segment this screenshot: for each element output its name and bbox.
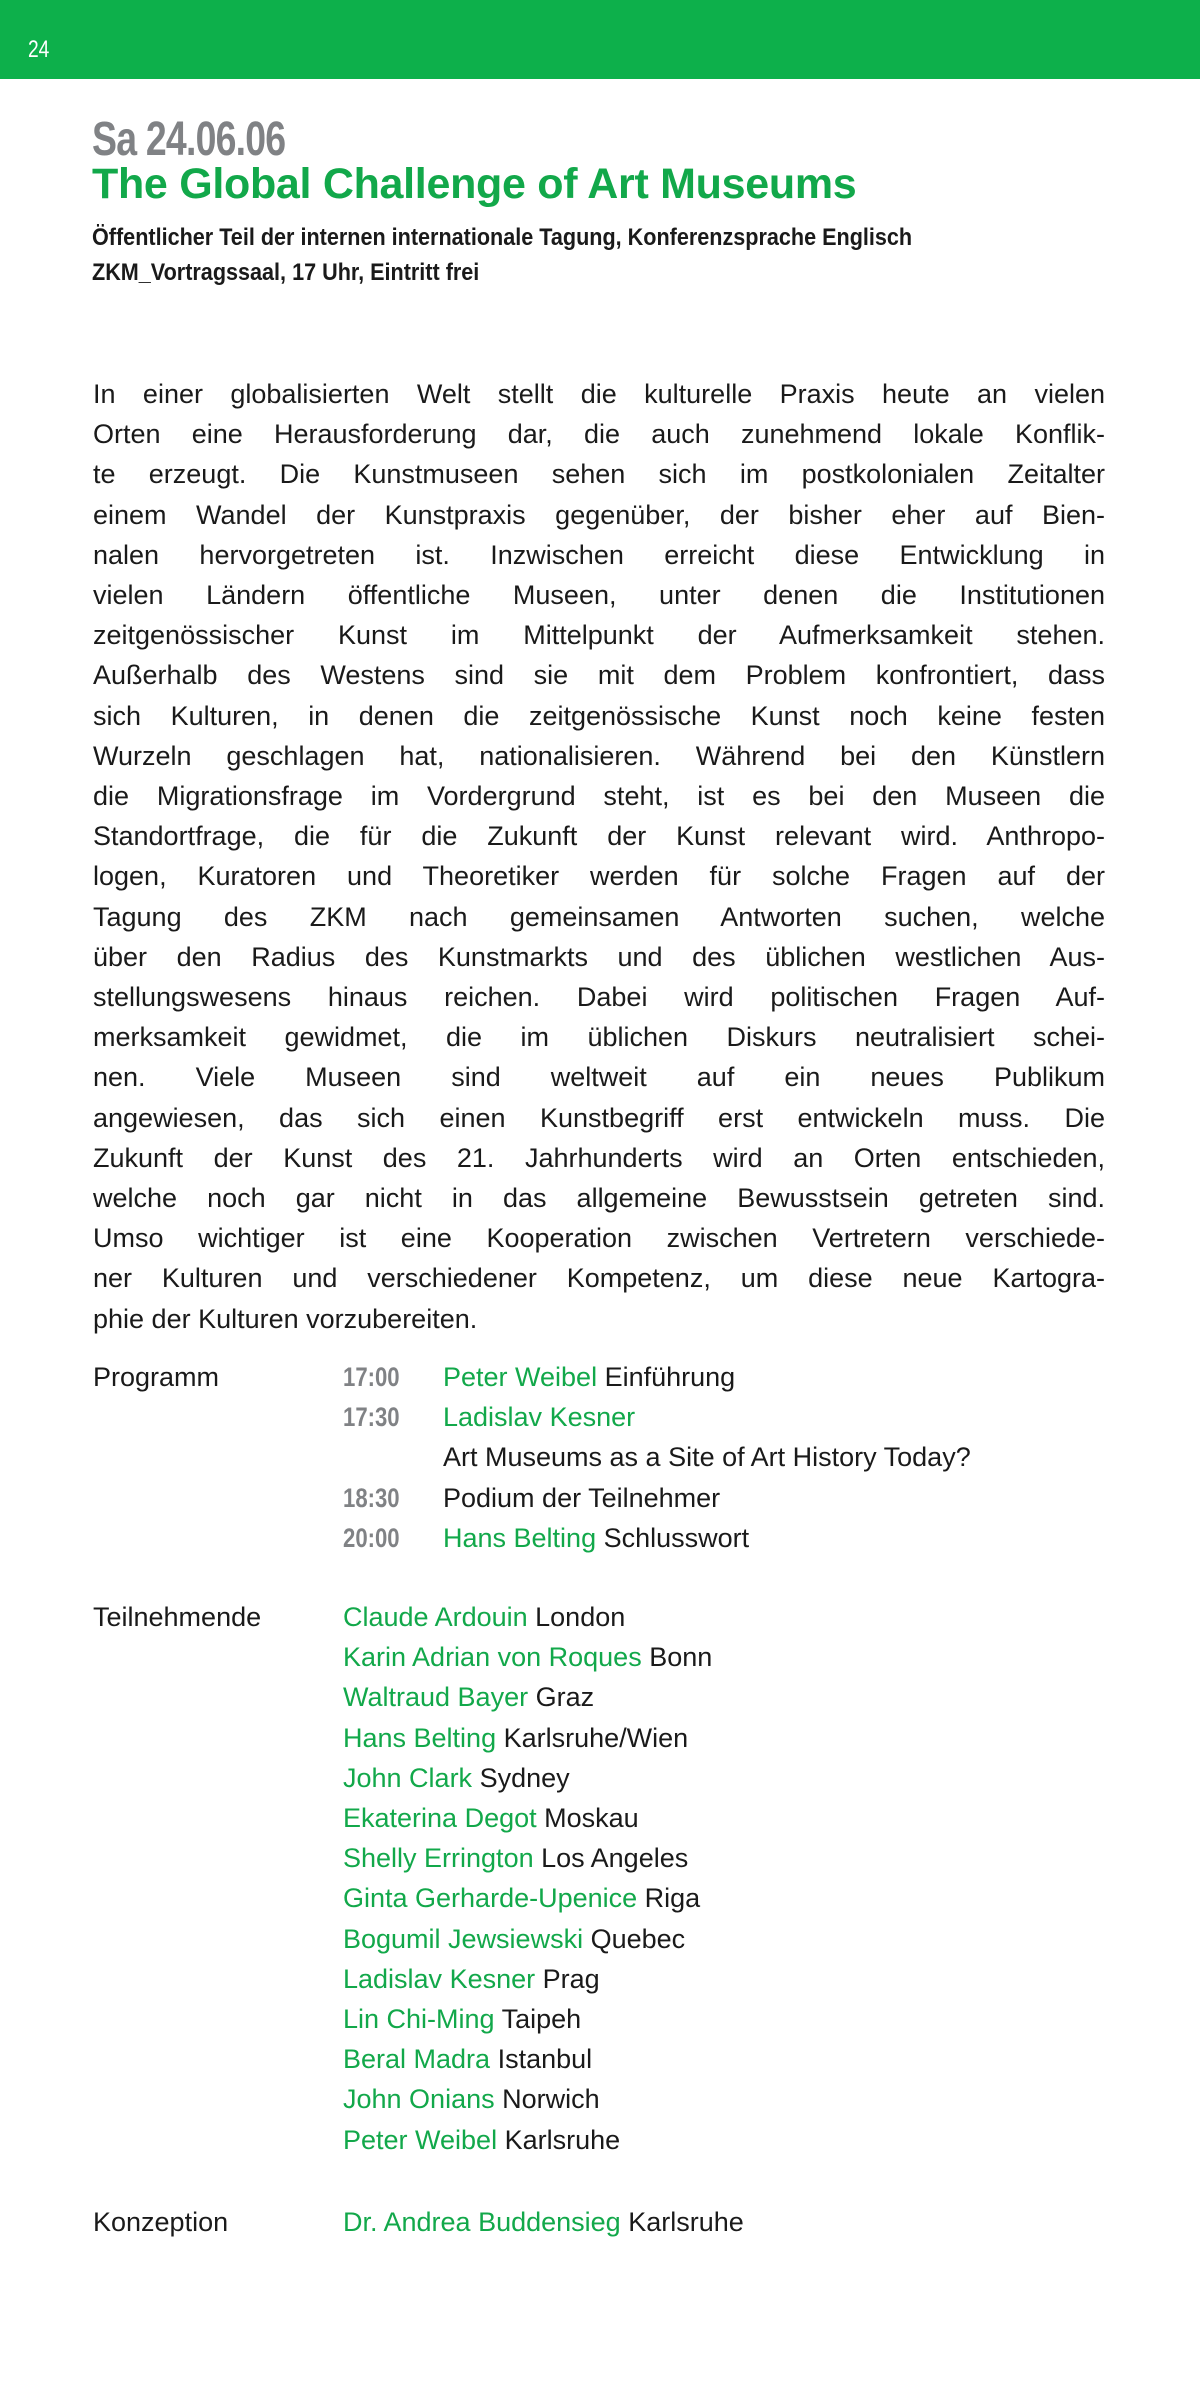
participant-item [343,1637,712,1677]
person-name: Shelly Errington [343,1843,534,1874]
body-line: te erzeugt. Die Kunstmuseen sehen sich im postkolonialen Zeitalter [93,459,1105,490]
person-city: Karlsruhe [497,2124,621,2155]
participant-item [343,1718,688,1758]
person-name: Beral Madra [343,2044,491,2075]
programm-item [343,1437,971,1477]
body-line: nen. Viele Museen sind weltweit auf ein neues Publikum [93,1062,1105,1093]
body-line: nalen hervorgetreten ist. Inzwischen erreicht diese Entwicklung in [93,539,1105,570]
event-subtitle: Öffentlicher Teil der internen internationale Tagung, Konferenzsprache Englisch [92,224,913,251]
participant-item [343,1999,581,2039]
body-line: welche noch gar nicht in das allgemeine Bewusstsein getreten sind. [93,1183,1105,1214]
person-city: Norwich [494,2084,600,2115]
participant-item [343,1838,688,1878]
body-line: die Migrationsfrage im Vordergrund steht, ist es bei den Museen die [93,781,1105,812]
participant-item [343,1878,700,1918]
header-band [0,0,1200,79]
program-time: 20:00 [343,1522,400,1553]
body-line: Wurzeln geschlagen hat, nationalisieren. Während bei den Künstlern [93,740,1105,771]
event-title: The Global Challenge of Art Museums [92,160,857,208]
program-text: Einführung [597,1362,736,1392]
body-line: Außerhalb des Westens sind sie mit dem Problem konfrontiert, dass [93,660,1105,691]
person-city: Los Angeles [533,1843,689,1874]
person-name: John Onians [343,2084,495,2115]
body-line: Zukunft der Kunst des 21. Jahrhunderts wird an Orten entschieden, [93,1142,1105,1173]
person-name: Bogumil Jewsiewski [343,1923,584,1954]
person-city: Riga [637,1883,701,1914]
person-name: Claude Ardouin [343,1602,528,1632]
konzeption-label: Konzeption [93,2207,229,2237]
person-name: Waltraud Bayer [343,1682,529,1713]
programm-item [343,1397,635,1437]
speaker-name: Peter Weibel [443,1362,598,1392]
participant-item [343,1677,594,1717]
program-time: 17:00 [343,1362,400,1392]
programm-label: Programm [93,1362,220,1392]
person-city: Karlsruhe/Wien [496,1722,689,1753]
body-line: über den Radius des Kunstmarkts und des üblichen westlichen Aus- [93,941,1105,972]
body-line: Umso wichtiger ist eine Kooperation zwischen Vertretern verschiede- [93,1223,1105,1254]
body-line: Orten eine Herausforderung dar, die auch zunehmend lokale Konflik- [93,419,1105,450]
person-name: Karin Adrian von Roques [343,1642,642,1673]
person-name: Lin Chi-Ming [343,2004,495,2034]
event-venue: ZKM_Vortragssaal, 17 Uhr, Eintritt frei [92,259,480,286]
person-name: Dr. Andrea Buddensieg [343,2207,621,2237]
person-city: Prag [535,1963,600,1994]
body-line: ner Kulturen und verschiedener Kompetenz, um diese neue Kartogra- [93,1263,1105,1294]
person-city: Istanbul [490,2044,593,2075]
participant-item [343,2039,592,2079]
program-time: 17:30 [343,1402,400,1433]
body-line: stellungswesens hinaus reichen. Dabei wird politischen Fragen Auf- [93,982,1105,1013]
body-line: merksamkeit gewidmet, die im üblichen Diskurs neutralisiert schei- [93,1022,1105,1053]
teilnehmende-label: Teilnehmende [93,1602,262,1632]
person-city: Sydney [472,1762,570,1793]
konzeption-entry [343,2202,744,2242]
teilnehmende-section [93,1597,1143,2167]
programm-item [343,1357,735,1397]
person-city: Quebec [583,1923,686,1954]
speaker-name: Ladislav Kesner [443,1402,636,1433]
participant-item [343,1959,600,1999]
person-city: Graz [528,1682,595,1713]
program-text: Podium der Teilnehmer [443,1482,721,1513]
participant-item [343,2079,600,2119]
page-number: 24 [28,36,50,63]
body-line: logen, Kuratoren und Theoretiker werden für solche Fragen auf der [93,861,1105,892]
program-text: Schlusswort [596,1522,750,1553]
body-line: einem Wandel der Kunstpraxis gegenüber, der bisher eher auf Bien- [93,499,1105,530]
event-date: Sa 24.06.06 [92,113,286,166]
body-line: In einer globalisierten Welt stellt die kulturelle Praxis heute an vielen [93,379,1105,409]
participant-item [343,1798,639,1838]
body-line: phie der Kulturen vorzubereiten. [93,1303,478,1334]
person-city: Karlsruhe [620,2207,744,2237]
programm-item [343,1518,749,1558]
person-name: Ladislav Kesner [343,1963,536,1994]
person-name: Ekaterina Degot [343,1803,537,1833]
person-city: Bonn [641,1642,713,1673]
person-name: Peter Weibel [343,2124,498,2155]
person-city: London [527,1602,626,1632]
body-line: sich Kulturen, in denen die zeitgenössische Kunst noch keine festen [93,700,1105,731]
programm-section [93,1357,1143,1567]
body-line: Tagung des ZKM nach gemeinsamen Antworten suchen, welche [93,901,1105,932]
program-text: Art Museums as a Site of Art History Today? [443,1442,971,1473]
konzeption-section [93,2202,1143,2242]
body-line: angewiesen, das sich einen Kunstbegriff erst entwickeln muss. Die [93,1102,1105,1133]
person-name: John Clark [343,1762,473,1793]
body-line: Standortfrage, die für die Zukunft der Kunst relevant wird. Anthropo- [93,821,1105,852]
person-city: Moskau [536,1803,639,1833]
person-city: Taipeh [494,2004,582,2034]
body-text [93,374,1105,1339]
participant-item [343,1919,685,1959]
participant-item [343,2120,620,2160]
programm-item [343,1478,720,1518]
speaker-name: Hans Belting [443,1522,597,1553]
participant-item [343,1758,570,1798]
participant-item [343,1597,625,1637]
person-name: Ginta Gerharde-Upenice [343,1883,638,1914]
person-name: Hans Belting [343,1722,497,1753]
body-line: vielen Ländern öffentliche Museen, unter denen die Institutionen [93,580,1105,611]
body-line: zeitgenössischer Kunst im Mittelpunkt der Aufmerksamkeit stehen. [93,620,1105,651]
program-time: 18:30 [343,1482,400,1513]
